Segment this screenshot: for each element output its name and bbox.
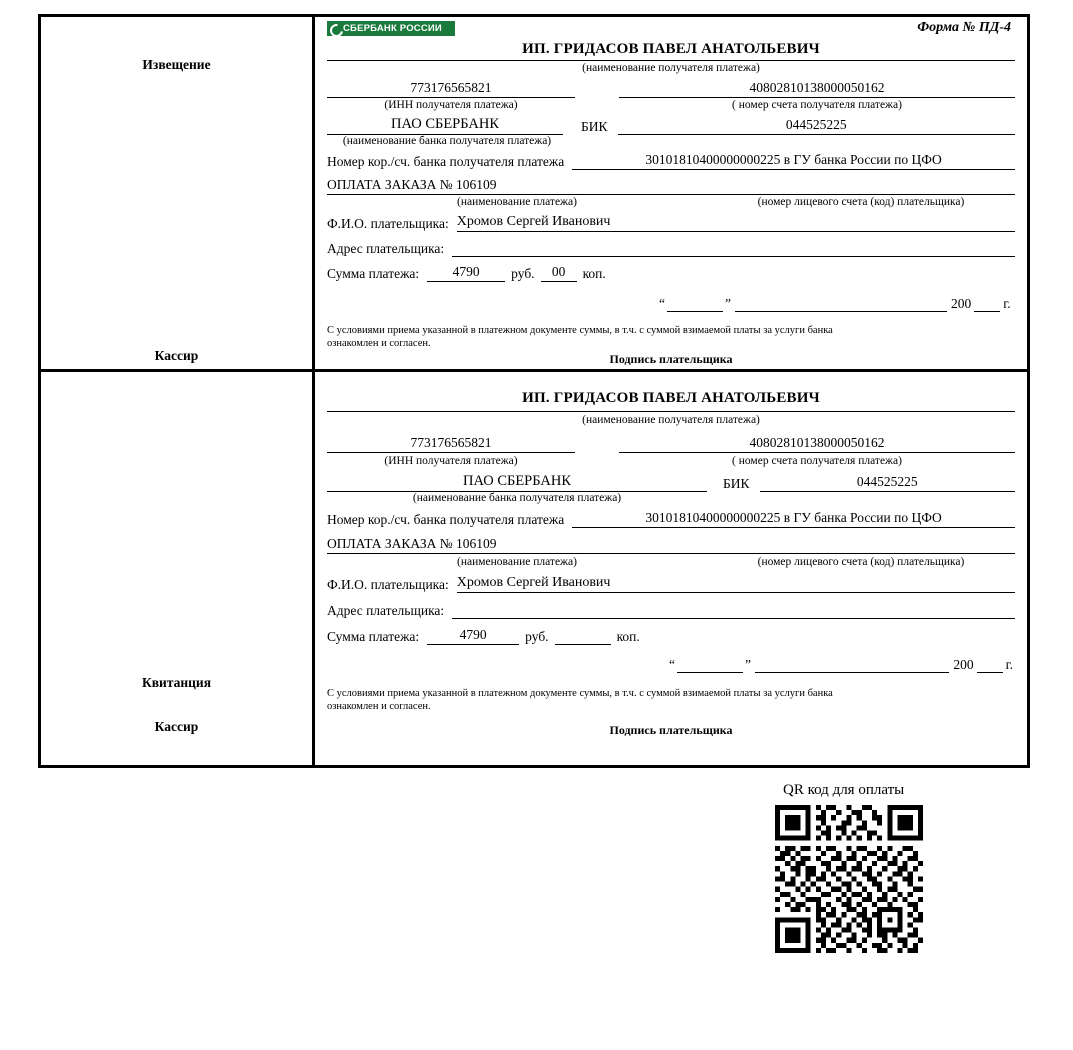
recipient-name-caption-top: (наименование получателя платежа) [582,62,760,74]
bank-name-caption-top: (наименование банка получателя платежа) [342,135,552,147]
kop-value-bottom [555,643,611,645]
date-quote-open-bottom: “ [669,657,675,672]
year-prefix-bottom: 200 [953,657,974,672]
qr-title: QR код для оплаты [783,782,905,798]
recipient-name-caption-bottom: (наименование получателя платежа) [582,414,760,426]
sberbank-mark-icon [329,23,340,34]
inn-value-bottom: 773176565821 [327,435,575,453]
year-blank-bottom [977,655,1003,673]
payer-address-value-top [452,239,1015,257]
date-quote-close-bottom: ” [745,657,751,672]
payment-name-value-top: ОПЛАТА ЗАКАЗА № 106109 [327,177,707,195]
payment-name-caption-bottom: (наименование платежа) [457,556,577,568]
payer-address-label-bottom: Адрес плательщика: [327,603,445,618]
bik-value-bottom: 044525225 [760,474,1015,492]
qr-code [775,805,923,953]
account-caption-bottom: ( номер счета получателя платежа) [732,455,902,467]
rub-label-top: руб. [511,266,535,281]
payer-fio-value-top: Хромов Сергей Иванович [457,214,1015,232]
date-day-blank-bottom [677,655,743,673]
signature-label-top: Подпись плательщика [609,352,733,367]
left-labels-column [41,17,315,765]
korr-label-top: Номер кор./сч. банка получателя платежа [327,154,565,169]
payer-fio-value-bottom: Хромов Сергей Иванович [457,575,1015,593]
inn-caption-bottom: (ИНН получателя платежа) [384,455,518,467]
sberbank-logo-text: СБЕРБАНК РОССИИ [343,23,442,34]
sum-value-bottom: 4790 [427,627,519,645]
korr-value-top: 30101810400000000225 в ГУ банка России по ЦФО [572,152,1015,170]
date-quote-close-top: ” [725,296,731,311]
kvitanciya-label: Квитанция [141,675,212,690]
bank-name-value-top: ПАО СБЕРБАНК [327,116,563,135]
recipient-name-top: ИП. ГРИДАСОВ ПАВЕЛ АНАТОЛЬЕВИЧ [522,41,820,57]
recipient-name-bottom: ИП. ГРИДАСОВ ПАВЕЛ АНАТОЛЬЕВИЧ [522,390,820,406]
personal-account-caption-bottom: (номер лицевого счета (код) плательщика) [757,556,965,568]
payer-fio-label-top: Ф.И.О. плательщика: [327,216,449,231]
receipt-content-column [315,17,1027,765]
date-month-blank-bottom [755,655,949,673]
year-prefix-top: 200 [951,296,972,311]
sum-label-bottom: Сумма платежа: [327,629,420,644]
inn-value-top: 773176565821 [327,80,575,98]
izveschenie-label: Извещение [142,57,211,72]
korr-label-bottom: Номер кор./сч. банка получателя платежа [327,512,565,527]
qr-code-image [775,805,923,953]
terms-line1-bottom: С условиями приема указанной в платежном документе суммы, в т.ч. с суммой взимаемой платы за услуги банка [327,688,833,699]
personal-account-caption-top: (номер лицевого счета (код) плательщика) [757,196,965,208]
korr-value-bottom: 30101810400000000225 в ГУ банка России по ЦФО [572,510,1015,528]
izveschenie-label-block [41,17,312,372]
kop-value-top: 00 [541,264,577,282]
account-caption-top: ( номер счета получателя платежа) [732,99,902,111]
terms-text-bottom [327,687,1015,713]
bik-label-bottom: БИК [723,476,750,491]
payment-name-fill-top [707,177,1015,195]
signature-label-bottom: Подпись плательщика [609,723,733,738]
kvitanciya-block [315,372,1027,765]
date-day-blank-top [667,294,723,312]
receipt-form [38,14,1030,768]
bik-value-top: 044525225 [618,117,1015,135]
rub-label-bottom: руб. [525,629,549,644]
kvitanciya-label-block [41,372,312,765]
bank-name-value-bottom: ПАО СБЕРБАНК [327,473,707,492]
bank-name-caption-bottom: (наименование банка получателя платежа) [412,492,622,504]
recipient-name-rule-bottom [327,411,1015,412]
inn-caption-top: (ИНН получателя платежа) [384,99,518,111]
payer-address-value-bottom [452,601,1015,619]
terms-line1-top: С условиями приема указанной в платежном документе суммы, в т.ч. с суммой взимаемой платы за услуги банка [327,325,833,336]
date-month-blank-top [735,294,947,312]
izveschenie-block [315,17,1027,372]
kassir-label-top: Кассир [154,348,199,363]
kassir-label-bottom: Кассир [154,719,199,734]
account-value-top: 40802810138000050162 [619,80,1015,98]
year-suffix-bottom: г. [1005,657,1013,672]
payment-name-fill-bottom [707,536,1015,554]
year-blank-top [974,294,1000,312]
payer-address-label-top: Адрес плательщика: [327,241,445,256]
account-value-bottom: 40802810138000050162 [619,435,1015,453]
date-quote-open-top: “ [659,296,665,311]
sum-label-top: Сумма платежа: [327,266,420,281]
year-suffix-top: г. [1003,296,1011,311]
terms-line2-top: ознакомлен и согласен. [327,338,431,350]
payer-fio-label-bottom: Ф.И.О. плательщика: [327,577,449,592]
terms-line2-bottom: ознакомлен и согласен. [327,701,431,713]
payment-name-caption-top: (наименование платежа) [457,196,577,208]
header-row [323,17,1019,39]
recipient-name-rule-top [327,60,1015,61]
bik-label-top: БИК [581,119,608,134]
sberbank-logo [327,21,455,36]
kop-label-bottom: коп. [616,629,640,644]
kop-label-top: коп. [582,266,606,281]
terms-text-top [327,324,1015,350]
payment-name-value-bottom: ОПЛАТА ЗАКАЗА № 106109 [327,536,707,554]
form-number: Форма № ПД-4 [917,20,1011,35]
sum-value-top: 4790 [427,264,505,282]
